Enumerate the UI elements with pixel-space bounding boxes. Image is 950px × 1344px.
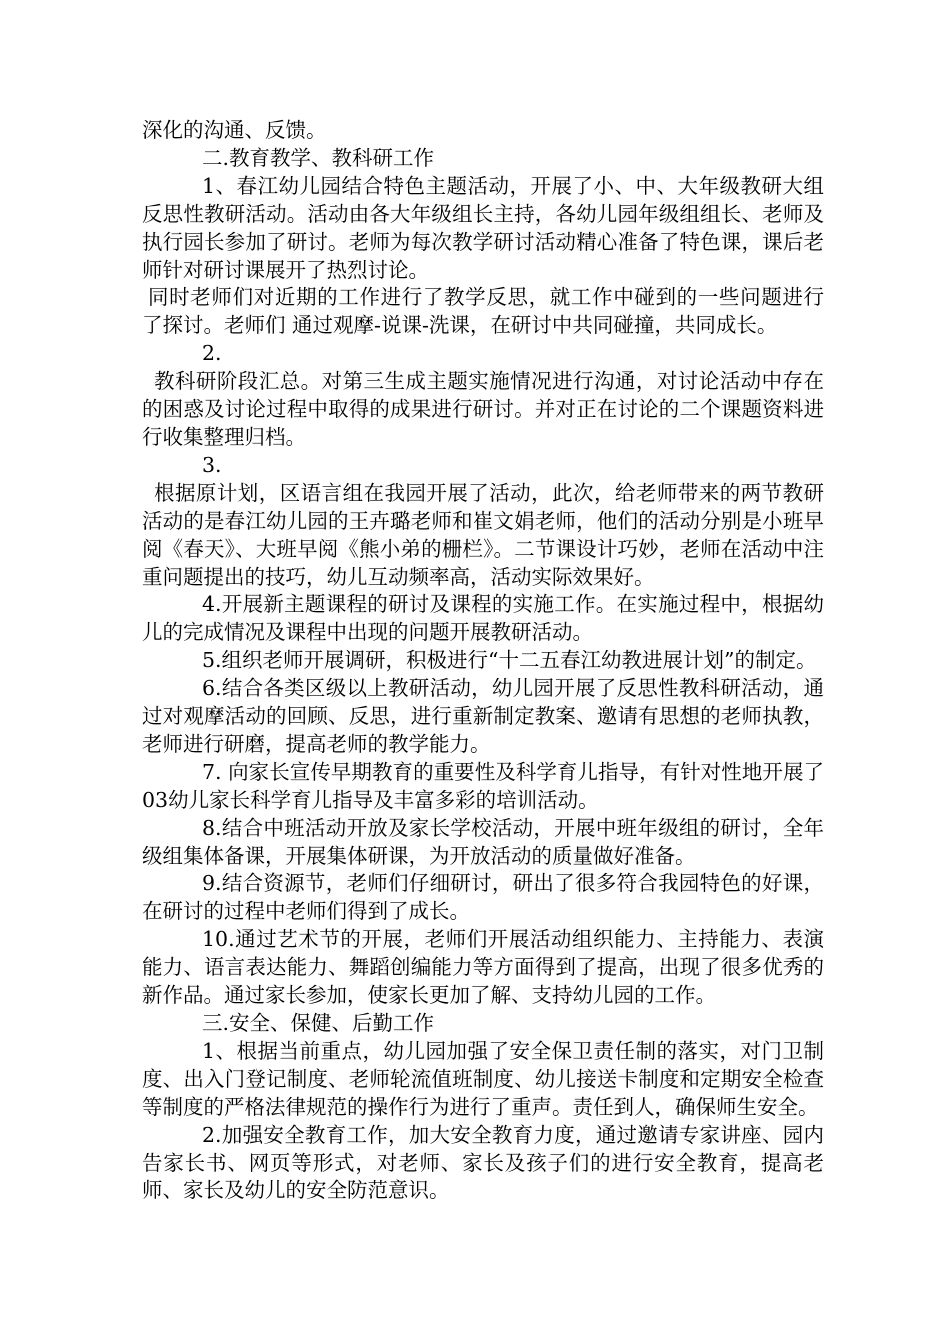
- paragraph-safety-1: 1、根据当前重点，幼儿园加强了安全保卫责任制的落实，对门卫制度、出入门登记制度、老师轮流值班制度、幼儿接送卡制度和定期安全检查等制度的严格法律规范的操作行为进行了重声。责任到人，确保师生安全。: [142, 1038, 824, 1119]
- paragraph-intro-end: 深化的沟通、反馈。: [142, 118, 327, 142]
- paragraph-item-9: 9.结合资源节，老师们仔细研讨，研出了很多符合我园特色的好课，在研讨的过程中老师们得到了成长。: [142, 871, 824, 924]
- paragraph-item-2: 教科研阶段汇总。对第三生成主题实施情况进行沟通，对讨论活动中存在的困惑及讨论过程中取得的成果进行研讨。并对正在讨论的二个课题资料进行收集整理归档。: [142, 369, 824, 449]
- paragraph-reflection: 同时老师们对近期的工作进行了教学反思，就工作中碰到的一些问题进行了探讨。老师们 通过观摩-说课-洗课，在研讨中共同碰撞，共同成长。: [142, 285, 824, 338]
- paragraph-item-1: 1、春江幼儿园结合特色主题活动，开展了小、中、大年级教研大组反思性教研活动。活动由各大年级组长主持，各幼儿园年级组组长、老师及执行园长参加了研讨。老师为每次教学研讨活动精心准备了特色课，课后老师针对研讨课展开了热烈讨论。: [142, 173, 824, 282]
- section-heading-safety: 三.安全、保健、后勤工作: [202, 1011, 435, 1035]
- paragraph-item-6: 6.结合各类区级以上教研活动，幼儿园开展了反思性教科研活动，通过对观摩活动的回顾、反思，进行重新制定教案、邀请有思想的老师执教，老师进行研磨，提高老师的教学能力。: [142, 676, 824, 756]
- paragraph-item-7: 7. 向家长宣传早期教育的重要性及科学育儿指导，有针对性地开展了03幼儿家长科学育儿指导及丰富多彩的培训活动。: [142, 759, 824, 812]
- paragraph-item-3-number: 3.: [202, 452, 222, 477]
- paragraph-safety-2: 2.加强安全教育工作，加大安全教育力度，通过邀请专家讲座、园内告家长书、网页等形式，对老师、家长及孩子们的进行安全教育，提高老师、家长及幼儿的安全防范意识。: [142, 1122, 824, 1203]
- paragraph-item-3: 根据原计划，区语言组在我园开展了活动，此次，给老师带来的两节教研活动的是春江幼儿园的王卉璐老师和崔文娟老师，他们的活动分别是小班早阅《春天》、大班早阅《熊小弟的栅栏》。二节课设计巧妙，老师在活动中注重问题提出的技巧，幼儿互动频率高，活动实际效果好。: [142, 480, 824, 589]
- paragraph-item-8: 8.结合中班活动开放及家长学校活动，开展中班年级组的研讨，全年级组集体备课，开展集体研课，为开放活动的质量做好准备。: [142, 815, 824, 868]
- paragraph-item-5: 5.组织老师开展调研，积极进行“十二五春江幼教进展计划”的制定。: [202, 648, 817, 673]
- paragraph-item-2-number: 2.: [202, 341, 222, 366]
- section-heading-education: 二.教育教学、教科研工作: [202, 145, 435, 170]
- paragraph-item-4: 4.开展新主题课程的研讨及课程的实施工作。在实施过程中，根据幼儿的完成情况及课程中出现的问题开展教研活动。: [142, 592, 824, 645]
- paragraph-item-10: 10.通过艺术节的开展，老师们开展活动组织能力、主持能力、表演能力、语言表达能力、舞蹈创编能力等方面得到了提高，出现了很多优秀的新作品。通过家长参加，使家长更加了解、支持幼儿园的工作。: [142, 927, 824, 1008]
- document-body: [142, 117, 824, 1205]
